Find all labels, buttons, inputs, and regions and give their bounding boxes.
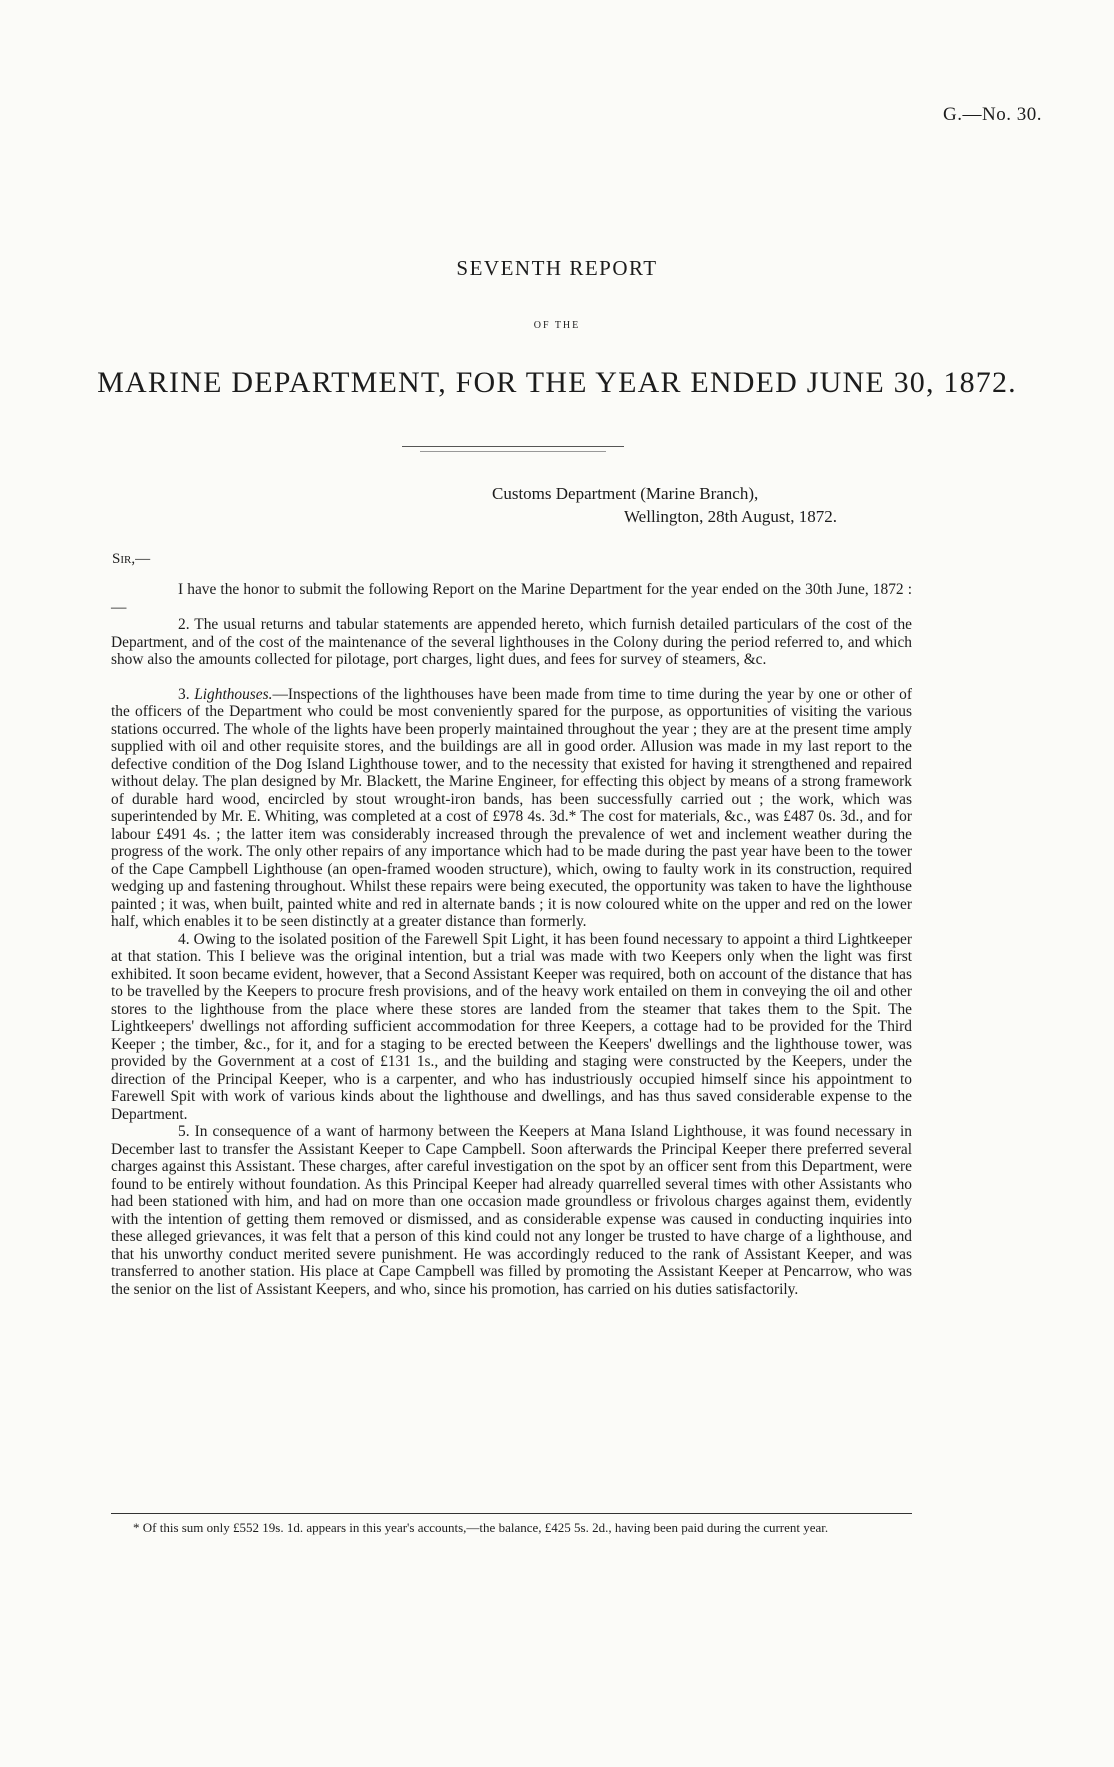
paragraph-4: 4. Owing to the isolated position of the Farewell Spit Light, it has been found necessary to appoint a third Lightkeeper at that station. This I believe was the original intention, but a trial was made with two Keepers only when the light was first exhibited. It soon became evident, however, that a Second Assistant Keeper was required, both on account of the distance that has to be travelled by the Keepers to procure fresh provisions, and of the heavy work entailed on them in conveying the oil and other stores to the lighthouse from the place where these stores are landed from the steamer that takes them to the Spit. The Lightkeepers' dwellings not affording sufficient accommodation for three Keepers, a cottage had to be provided for the Third Keeper ; the timber, &c., for it, and for a staging to be erected between the Keepers' dwellings and the lighthouse tower, was provided by the Government at a cost of £131 1s., and the building and staging were constructed by the Keepers, under the direction of the Principal Keeper, who is a carpenter, and who has industriously occupied himself since his appointment to Farewell Spit with work of various kinds about the lighthouse and dwellings, and has thus saved considerable expense to the Department. bbox=[111, 930, 912, 1123]
title-divider bbox=[402, 446, 624, 447]
paragraph-3 bbox=[111, 686, 912, 931]
paragraph-3-text: —Inspections of the lighthouses have been made from time to time during the year by one or other of the officers of the Department who could be most conveniently spared for the purpose, as opportunities of visiting the various stations occurred. The whole of the lights have been properly maintained throughout the year ; they are at the present time amply supplied with oil and other requisite stores, and the buildings are all in good order. Allusion was made in my last report to the defective condition of the Dog Island Lighthouse tower, and to the necessity that existed for having it strengthened and repaired without delay. The plan designed by Mr. Blackett, the Marine Engineer, for effecting this object by means of a strong framework of durable hard wood, encircled by stout wrought-iron bands, has been successfully carried out ; the work, which was superintended by Mr. E. Whiting, was completed at a cost of £978 4s. 3d.* The cost for materials, &c., was £487 0s. 3d., and for labour £491 4s. ; the latter item was considerably increased through the prevalence of wet and inclement weather during the progress of the work. The only other repairs of any importance which had to be made during the past year have been to the tower of the Cape Campbell Lighthouse (an open-framed wooden structure), which, owing to faulty work in its construction, required wedging up and fastening throughout. Whilst these repairs were being executed, the opportunity was taken to have the lighthouse painted ; it was, when built, painted white and red in alternate bands ; it is now coloured white on the upper and red on the lower half, which enables it to be seen distinctly at a greater distance than formerly. bbox=[111, 685, 912, 930]
footnote: * Of this sum only £552 19s. 1d. appears in this year's accounts,—the balance, £425 5s. 2d., having been paid during the current year. bbox=[133, 1520, 829, 1535]
paragraph-2: 2. The usual returns and tabular statements are appended hereto, which furnish detailed particulars of the cost of the Department, and of the cost of the maintenance of the several lighthouses in the Colony during the period referred to, and which show also the amounts collected for pilotage, port charges, light dues, and fees for survey of steamers, &c. bbox=[111, 616, 912, 668]
sender-address-line-2: Wellington, 28th August, 1872. bbox=[624, 507, 838, 526]
paragraph-3-heading: Lighthouses. bbox=[194, 685, 273, 703]
report-body bbox=[111, 581, 912, 1298]
salutation: Sir,— bbox=[112, 551, 151, 567]
title-divider-secondary bbox=[420, 451, 606, 452]
sender-address-line-1: Customs Department (Marine Branch), bbox=[492, 484, 759, 503]
report-title: SEVENTH REPORT bbox=[456, 256, 658, 280]
report-title-department: MARINE DEPARTMENT, FOR THE YEAR ENDED JUNE 30, 1872. bbox=[97, 366, 1017, 399]
report-title-of: OF THE bbox=[533, 320, 581, 331]
paragraph-1: I have the honor to submit the following Report on the Marine Department for the year ended on the 30th June, 1872 :— bbox=[111, 581, 912, 616]
page-reference: G.—No. 30. bbox=[943, 104, 1042, 125]
paragraph-5: 5. In consequence of a want of harmony between the Keepers at Mana Island Lighthouse, it was found necessary in December last to transfer the Assistant Keeper to Cape Campbell. Soon afterwards the Principal Keeper there preferred several charges against this Assistant. These charges, after careful investigation on the spot by an officer sent from this Department, were found to be entirely without foundation. As this Principal Keeper had already quarrelled several times with other Assistants who had been stationed with him, and had on more than one occasion made groundless or frivolous charges against them, evidently with the intention of getting them removed or dismissed, and as considerable expense was caused in conducting inquiries into these alleged grievances, it was felt that a person of this kind could not any longer be trusted to have charge of a lighthouse, and that his unworthy conduct merited severe punishment. He was accordingly reduced to the rank of Assistant Keeper, and was transferred to another station. His place at Cape Campbell was filled by promoting the Assistant Keeper at Pencarrow, who was the senior on the list of Assistant Keepers, and who, since his promotion, has carried on his duties satisfactorily. bbox=[111, 1123, 912, 1298]
paragraph-3-number: 3. bbox=[178, 685, 195, 703]
footnote-divider bbox=[111, 1513, 912, 1514]
